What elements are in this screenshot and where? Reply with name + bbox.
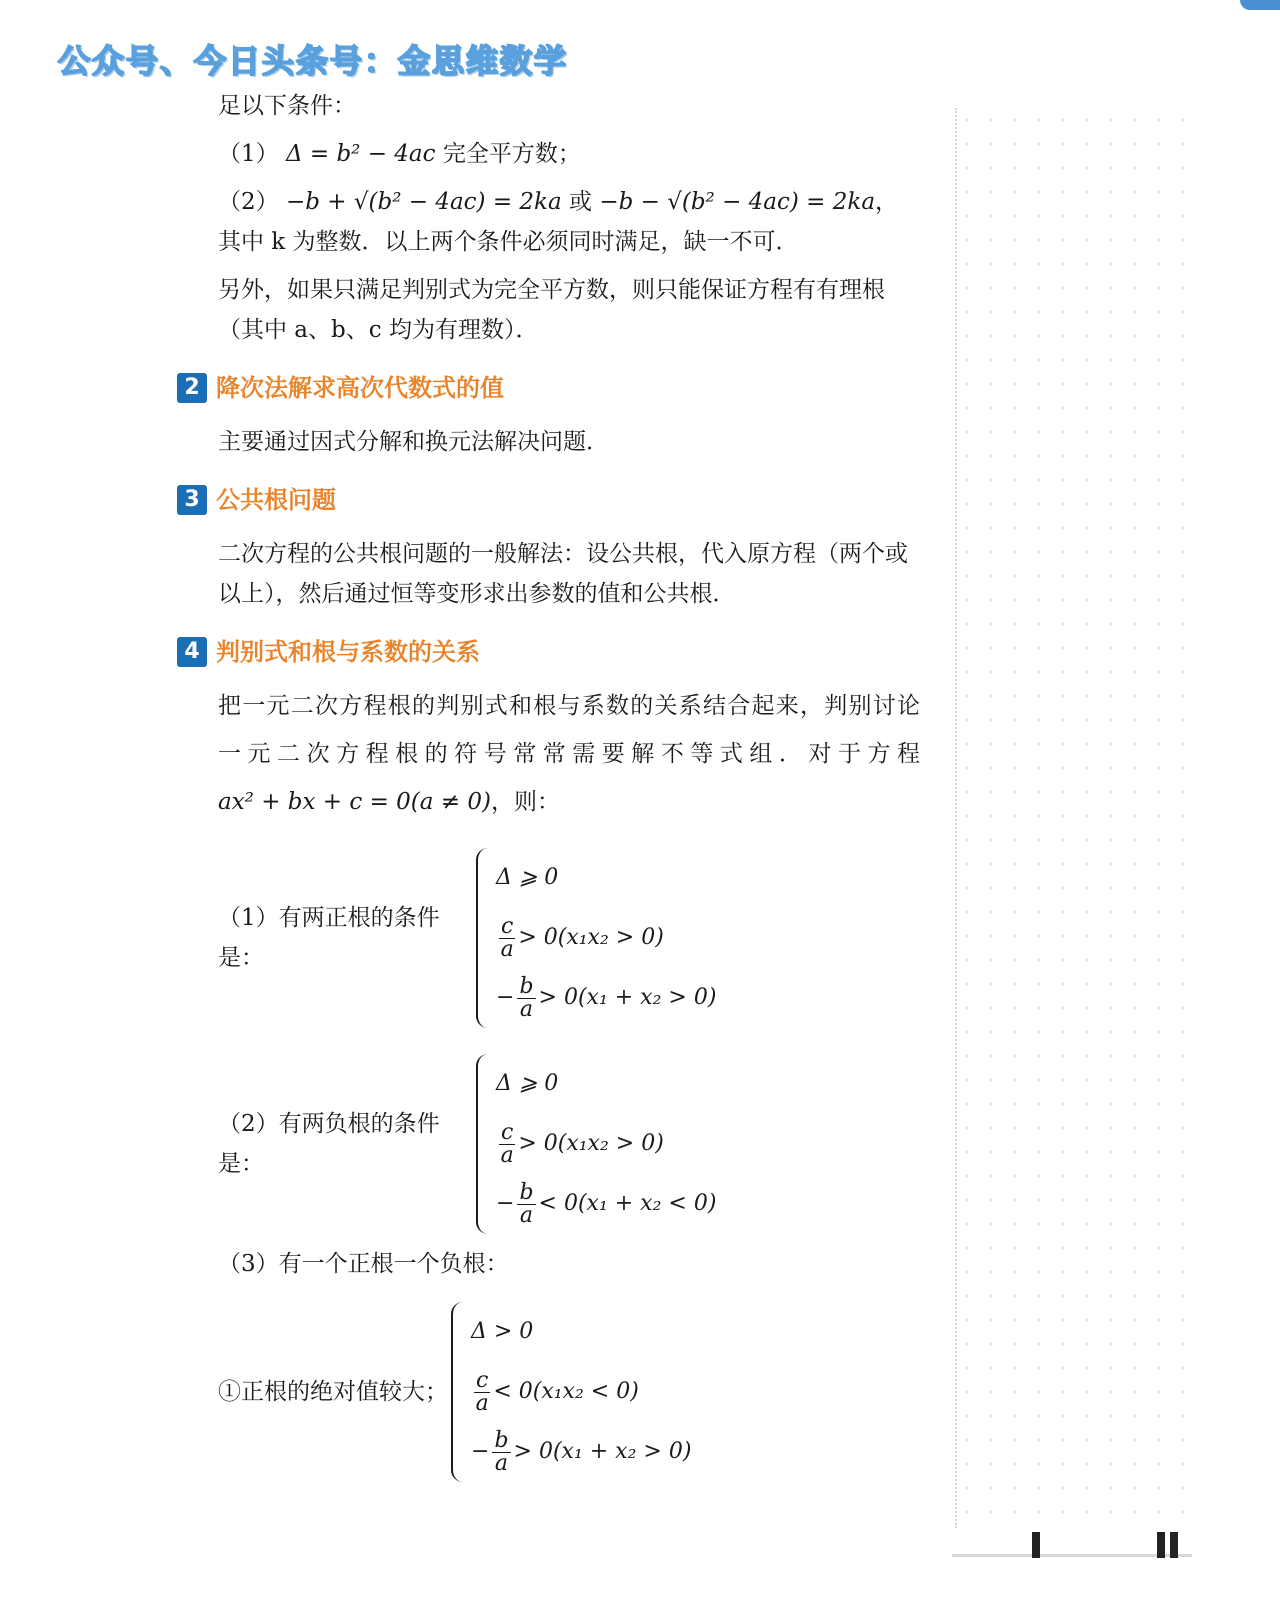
case-positive-root-larger <box>218 1302 920 1482</box>
quadratic-equation: ax² + bx + c = 0(a ≠ 0) <box>218 789 491 815</box>
case-two-negative-roots <box>218 1054 920 1234</box>
watermark-title: 公众号、今日头条号：金思维数学 <box>58 42 569 80</box>
condition-2: （2） −b + √(b² − 4ac) = 2ka 或 −b − √(b² − 4ac) = 2ka，其中 k 为整数．以上两个条件必须同时满足，缺一不可． <box>218 189 899 255</box>
footer-rule <box>952 1554 1192 1557</box>
left-brace <box>476 1054 490 1234</box>
inequality-system <box>476 848 716 1028</box>
system-row: − $\frac{b}{a}$ < 0(x₁ + x₂ < 0) <box>496 1179 717 1228</box>
page-content <box>184 86 920 1482</box>
inequality-system <box>476 1054 716 1234</box>
page-corner-tab <box>1240 0 1280 10</box>
system-row: − $\frac{b}{a}$ > 0(x₁ + x₂ > 0) <box>496 973 717 1022</box>
section-number-badge: 3 <box>177 485 207 515</box>
footer-bar <box>1157 1532 1165 1558</box>
section-4-line-2: 一元二次方程根的符号常常需要解不等式组．对于方程 <box>218 741 920 767</box>
section-number-badge: 2 <box>177 373 207 403</box>
case-label: （2）有两负根的条件是： <box>218 1111 440 1177</box>
fraction: $\frac{b}{a}$ <box>494 1427 509 1476</box>
case-label: （1）有两正根的条件是： <box>218 905 440 971</box>
section-title: 降次法解求高次代数式的值 <box>216 374 504 402</box>
root-formula-minus: −b − √(b² − 4ac) = 2ka <box>599 189 876 215</box>
footer-bar <box>1170 1532 1178 1558</box>
fraction: $\frac{b}{a}$ <box>519 973 534 1022</box>
case-two-positive-roots <box>218 848 920 1028</box>
case-3-heading: （3）有一个正根一个负根： <box>218 1251 509 1277</box>
extra-note: 另外，如果只满足判别式为完全平方数，则只能保证方程有有理根（其中 a、b、c 均为有理数）． <box>218 277 885 343</box>
section-title: 判别式和根与系数的关系 <box>216 638 480 666</box>
section-heading-4 <box>177 632 920 672</box>
section-heading-3 <box>177 480 920 520</box>
section-heading-2 <box>177 368 920 408</box>
root-formula-plus: −b + √(b² − 4ac) = 2ka <box>285 189 562 215</box>
system-row: − $\frac{b}{a}$ > 0(x₁ + x₂ > 0) <box>471 1427 692 1476</box>
section-2-body: 主要通过因式分解和换元法解决问题． <box>218 429 609 455</box>
case-label: ①正根的绝对值较大； <box>218 1379 448 1405</box>
condition-1: （1） Δ = b² − 4ac 完全平方数； <box>218 141 581 167</box>
system-row: $\frac{c}{a}$ > 0(x₁x₂ > 0) <box>500 913 664 962</box>
fraction: $\frac{c}{a}$ <box>500 1119 514 1168</box>
inequality-system <box>451 1302 691 1482</box>
discriminant-formula: Δ = b² − 4ac <box>285 141 436 167</box>
system-row: Δ > 0 <box>471 1319 534 1344</box>
fraction: $\frac{c}{a}$ <box>475 1367 489 1416</box>
system-row: Δ ⩾ 0 <box>496 865 559 890</box>
system-row: $\frac{c}{a}$ > 0(x₁x₂ > 0) <box>500 1119 664 1168</box>
section-4-line-3: ax² + bx + c = 0(a ≠ 0)，则： <box>218 789 560 815</box>
section-4-line-1: 把一元二次方程根的判别式和根与系数的关系结合起来，判别讨论 <box>218 693 920 719</box>
page-footer-marks <box>952 1524 1212 1564</box>
fraction: $\frac{b}{a}$ <box>519 1179 534 1228</box>
section-number-badge: 4 <box>177 637 207 667</box>
fraction: $\frac{c}{a}$ <box>500 913 514 962</box>
dotted-notes-margin <box>955 108 1205 1528</box>
system-row: $\frac{c}{a}$ < 0(x₁x₂ < 0) <box>475 1367 639 1416</box>
section-3-body: 二次方程的公共根问题的一般解法：设公共根，代入原方程（两个或以上），然后通过恒等变形求出参数的值和公共根． <box>218 541 908 607</box>
intro-lead: 足以下条件： <box>218 93 356 119</box>
section-title: 公共根问题 <box>216 486 336 514</box>
left-brace <box>451 1302 465 1482</box>
system-row: Δ ⩾ 0 <box>496 1071 559 1096</box>
left-brace <box>476 848 490 1028</box>
footer-bar <box>1032 1532 1040 1558</box>
